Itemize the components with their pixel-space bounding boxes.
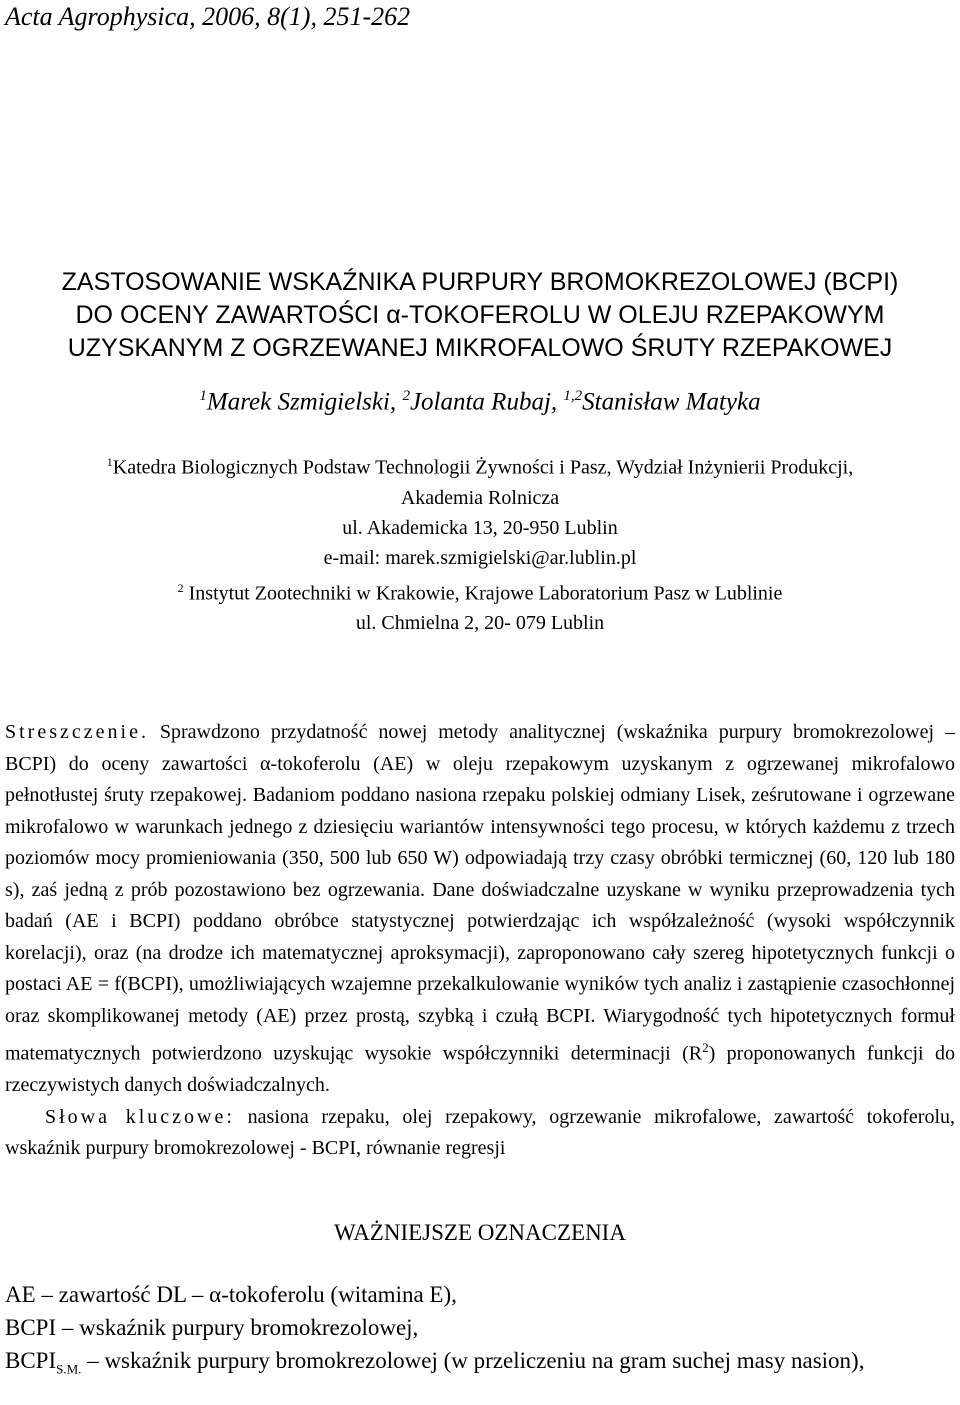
author-name: Jolanta Rubaj,	[409, 388, 558, 416]
journal-reference: Acta Agrophysica, 2006, 8(1), 251-262	[5, 2, 411, 31]
keywords-label: Słowa kluczowe:	[45, 1105, 235, 1128]
author-name: Marek Szmigielski,	[206, 388, 397, 416]
affiliation-line: Akademia Rolnicza	[400, 486, 560, 509]
keywords-paragraph	[5, 1102, 955, 1165]
keywords-text: nasiona rzepaku, olej rzepakowy, ogrzewanie mikrofalowe, zawartość tokoferolu, wskaźnik purpury bromokrezolowej - BCPI, równanie regresji	[5, 1105, 956, 1160]
affiliation-email: e-mail: marek.szmigielski@ar.lublin.pl	[323, 546, 637, 569]
affiliation-line: ul. Akademicka 13, 20-950 Lublin	[342, 516, 618, 539]
abbreviation-term: BCPI	[5, 1348, 57, 1373]
affiliation-line: ul. Chmielna 2, 20- 079 Lublin	[355, 612, 605, 635]
abbreviation-subscript: S.M.	[56, 1361, 82, 1377]
abstract-paragraph	[5, 717, 955, 1102]
abstract	[5, 717, 955, 1165]
abbreviation-item	[5, 1344, 955, 1386]
title-line: DO OCENY ZAWARTOŚCI α-TOKOFEROLU W OLEJU RZEPAKOWYM	[75, 301, 885, 329]
author-name: Stanisław Matyka	[582, 388, 761, 416]
abbreviations-heading: WAŻNIEJSZE OZNACZENIA	[334, 1220, 626, 1245]
title-line: UZYSKANYM Z OGRZEWANEJ MIKROFALOWO ŚRUTY RZEPAKOWEJ	[67, 334, 893, 362]
affiliation-mark: 1	[106, 455, 113, 469]
author-affiliation-mark: 1,2	[563, 388, 583, 404]
abbreviation-item: AE – zawartość DL – α-tokoferolu (witamina E),	[5, 1282, 457, 1307]
title-line: ZASTOSOWANIE WSKAŹNIKA PURPURY BROMOKREZOLOWEJ (BCPI)	[61, 268, 899, 296]
abstract-text: Sprawdzono przydatność nowej metody analitycznej (wskaźnika purpury bromokrezolowej – BCPI) do oceny zawartości α-tokoferolu (AE) w oleju rzepakowym uzyskanym z ogrzewanej mikrofalowo pełnotłustej śruty rzepakowej. Badaniom poddano nasiona rzepaku polskiej odmiany Lisek, ześrutowane i ogrzewane mikrofalowo w warunkach jednego z dziesięciu wariantów intensywności tego procesu, w których każdemu z trzech poziomów mocy promieniowania (350, 500 lub 650 W) odpowiadają trzy czasy obróbki termicznej (60, 120 lub 180 s), zaś jedną z prób pozostawiono bez ogrzewania. Dane doświadczalne uzyskane w wyniku przeprowadzenia tych badań (AE i BCPI) poddano obróbce statystycznej potwierdzając ich współzależność (wysoki współczynnik korelacji), oraz (na drodze ich matematycznej aproksymacji), zaproponowano cały szereg hipotetycznych funkcji o postaci AE = f(BCPI), umożliwiających wzajemne przekalkulowanie wyników tych analiz i zastąpienie czasochłonnej oraz skomplikowanej metody (AE) przez prostą, szybką i czułą BCPI. Wiarygodność tych hipotetycznych formuł matematycznych potwierdzono uzyskując wysokie współczynniki determinacji (R	[5, 721, 955, 1065]
abbreviation-item: BCPI – wskaźnik purpury bromokrezolowej,	[5, 1315, 419, 1340]
affiliation-text: Katedra Biologicznych Podstaw Technologii Żywności i Pasz, Wydział Inżynierii Produkcji,	[112, 456, 854, 479]
abbreviation-definition: – wskaźnik purpury bromokrezolowej (w przeliczeniu na gram suchej masy nasion),	[81, 1348, 865, 1373]
affiliation-mark: 2	[177, 580, 184, 595]
abbreviations-list	[5, 1278, 955, 1386]
author-affiliation-mark: 2	[402, 388, 410, 404]
affiliation-text: Instytut Zootechniki w Krakowie, Krajowe Laboratorium Pasz w Lublinie	[188, 582, 783, 605]
affiliation-line	[0, 573, 960, 609]
author-affiliation-mark: 1	[199, 388, 207, 404]
abstract-text: ) proponowanych funkcji do rzeczywistych danych doświadczalnych.	[5, 1042, 955, 1097]
abstract-label: Streszczenie.	[5, 721, 149, 743]
author-list	[0, 388, 960, 416]
r-squared-superscript: 2	[702, 1040, 709, 1055]
affiliations	[0, 447, 960, 638]
affiliation-line	[0, 447, 960, 483]
paper-title	[0, 266, 960, 365]
